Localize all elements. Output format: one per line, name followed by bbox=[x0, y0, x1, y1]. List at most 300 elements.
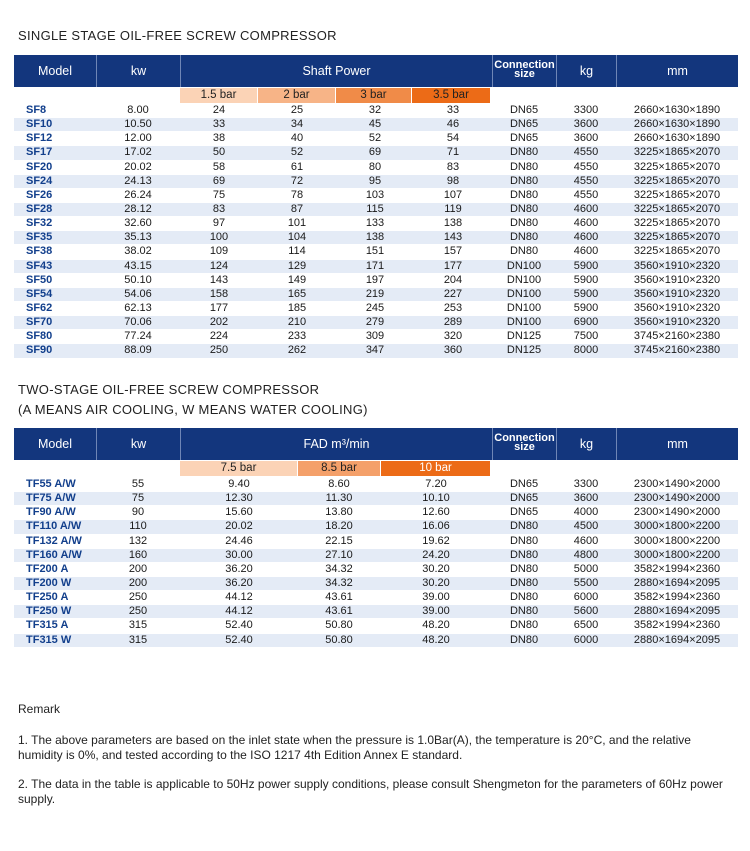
band-2-bar: 2 bar bbox=[258, 88, 335, 103]
table-row bbox=[14, 619, 738, 633]
table-cell: 3300 bbox=[556, 478, 616, 492]
model-cell: TF110 A/W bbox=[14, 520, 96, 534]
table-cell: DN65 bbox=[492, 132, 556, 146]
table-cell: 35.13 bbox=[96, 231, 180, 245]
table-cell: 4600 bbox=[556, 217, 616, 231]
table-cell: 7.20 bbox=[380, 478, 492, 492]
table-row bbox=[14, 245, 738, 259]
model-cell: SF90 bbox=[14, 344, 96, 358]
table-cell: DN80 bbox=[492, 548, 556, 562]
table-cell: DN65 bbox=[492, 478, 556, 492]
table-cell: 71 bbox=[414, 146, 492, 160]
table-cell: 320 bbox=[414, 330, 492, 344]
table-cell: 115 bbox=[336, 202, 414, 216]
table-cell: 4800 bbox=[556, 548, 616, 562]
table-row bbox=[14, 132, 738, 146]
table-cell: 55 bbox=[96, 478, 180, 492]
table-cell: 119 bbox=[414, 202, 492, 216]
table-cell: DN125 bbox=[492, 330, 556, 344]
model-cell: SF80 bbox=[14, 330, 96, 344]
table-cell: DN80 bbox=[492, 591, 556, 605]
table-cell: 12.60 bbox=[380, 506, 492, 520]
table-cell: 88.09 bbox=[96, 344, 180, 358]
model-cell: SF8 bbox=[14, 104, 96, 118]
table-cell: 4000 bbox=[556, 506, 616, 520]
model-cell: SF20 bbox=[14, 160, 96, 174]
table-cell: 83 bbox=[414, 160, 492, 174]
table-cell: 87 bbox=[258, 202, 336, 216]
table-cell: 36.20 bbox=[180, 576, 298, 590]
table-row bbox=[14, 146, 738, 160]
table-cell: 33 bbox=[414, 104, 492, 118]
table-row bbox=[14, 506, 738, 520]
table-row bbox=[14, 534, 738, 548]
table-cell: DN80 bbox=[492, 633, 556, 647]
header-connection-size bbox=[492, 428, 556, 460]
table-cell: 90 bbox=[96, 506, 180, 520]
table-cell: 43.15 bbox=[96, 259, 180, 273]
table-cell: 224 bbox=[180, 330, 258, 344]
table-cell: 177 bbox=[414, 259, 492, 273]
table-cell: 45 bbox=[336, 118, 414, 132]
model-cell: TF200 A bbox=[14, 562, 96, 576]
table-cell: 10.50 bbox=[96, 118, 180, 132]
table-cell: 5900 bbox=[556, 301, 616, 315]
table-cell: 34.32 bbox=[298, 562, 380, 576]
table-cell: 10.10 bbox=[380, 492, 492, 506]
table-cell: 50.80 bbox=[298, 619, 380, 633]
table-row bbox=[14, 217, 738, 231]
table-cell: 12.30 bbox=[180, 492, 298, 506]
table-cell: DN80 bbox=[492, 520, 556, 534]
table-cell: 200 bbox=[96, 562, 180, 576]
table-cell: DN65 bbox=[492, 492, 556, 506]
table-cell: DN100 bbox=[492, 273, 556, 287]
header-mm: mm bbox=[616, 428, 738, 460]
model-cell: TF315 W bbox=[14, 633, 96, 647]
table-cell: 104 bbox=[258, 231, 336, 245]
table-cell: 315 bbox=[96, 633, 180, 647]
table-cell: 233 bbox=[258, 330, 336, 344]
table-cell: 46 bbox=[414, 118, 492, 132]
table-cell: 3225×1865×2070 bbox=[616, 174, 738, 188]
table-cell: 4550 bbox=[556, 160, 616, 174]
table-cell: 210 bbox=[258, 316, 336, 330]
table-cell: 200 bbox=[96, 576, 180, 590]
table-cell: 158 bbox=[180, 287, 258, 301]
table-row bbox=[14, 259, 738, 273]
model-cell: TF90 A/W bbox=[14, 506, 96, 520]
model-cell: TF160 A/W bbox=[14, 548, 96, 562]
table-cell: 4600 bbox=[556, 231, 616, 245]
remark-heading: Remark bbox=[18, 702, 61, 716]
section1-title: SINGLE STAGE OIL-FREE SCREW COMPRESSOR bbox=[18, 28, 337, 43]
table-row bbox=[14, 287, 738, 301]
model-cell: TF55 A/W bbox=[14, 478, 96, 492]
table-cell: DN80 bbox=[492, 231, 556, 245]
table-cell: 2300×1490×2000 bbox=[616, 506, 738, 520]
table-cell: 3000×1800×2200 bbox=[616, 534, 738, 548]
table-cell: 32.60 bbox=[96, 217, 180, 231]
table-cell: 6500 bbox=[556, 619, 616, 633]
table-row bbox=[14, 104, 738, 118]
table-cell: 3582×1994×2360 bbox=[616, 562, 738, 576]
table-cell: 8000 bbox=[556, 344, 616, 358]
table-cell: 24 bbox=[180, 104, 258, 118]
table-cell: 3225×1865×2070 bbox=[616, 245, 738, 259]
table-row bbox=[14, 576, 738, 590]
table-cell: 2660×1630×1890 bbox=[616, 104, 738, 118]
table-cell: 262 bbox=[258, 344, 336, 358]
table-cell: 9.40 bbox=[180, 478, 298, 492]
table-cell: 44.12 bbox=[180, 605, 298, 619]
model-cell: SF54 bbox=[14, 287, 96, 301]
header-connection-label: Connection bbox=[494, 59, 555, 71]
section1-header bbox=[14, 55, 738, 87]
table-cell: 4600 bbox=[556, 245, 616, 259]
table-cell: DN100 bbox=[492, 287, 556, 301]
table-cell: 3225×1865×2070 bbox=[616, 217, 738, 231]
table-cell: 83 bbox=[180, 202, 258, 216]
model-cell: SF26 bbox=[14, 188, 96, 202]
header-connection-size bbox=[492, 55, 556, 87]
table-cell: 36.20 bbox=[180, 562, 298, 576]
table-cell: 309 bbox=[336, 330, 414, 344]
table-cell: 3225×1865×2070 bbox=[616, 231, 738, 245]
table-cell: 75 bbox=[180, 188, 258, 202]
table-cell: 3225×1865×2070 bbox=[616, 188, 738, 202]
band-8-5-bar: 8.5 bar bbox=[298, 461, 380, 476]
table-cell: 3600 bbox=[556, 132, 616, 146]
header-model: Model bbox=[37, 64, 73, 78]
table-cell: 250 bbox=[96, 591, 180, 605]
table-cell: DN80 bbox=[492, 174, 556, 188]
band-1-5-bar: 1.5 bar bbox=[180, 88, 257, 103]
table-cell: 18.20 bbox=[298, 520, 380, 534]
header-kg: kg bbox=[556, 55, 616, 87]
table-cell: DN80 bbox=[492, 245, 556, 259]
table-cell: DN80 bbox=[492, 605, 556, 619]
table-cell: 34.32 bbox=[298, 576, 380, 590]
header-size-label: size bbox=[514, 441, 535, 453]
table-cell: 17.02 bbox=[96, 146, 180, 160]
table-cell: 3560×1910×2320 bbox=[616, 273, 738, 287]
section2-subtitle: (A MEANS AIR COOLING, W MEANS WATER COOLING) bbox=[18, 402, 368, 417]
table-cell: DN80 bbox=[492, 619, 556, 633]
table-cell: 2300×1490×2000 bbox=[616, 478, 738, 492]
table-cell: 149 bbox=[258, 273, 336, 287]
table-cell: 197 bbox=[336, 273, 414, 287]
table-cell: 2300×1490×2000 bbox=[616, 492, 738, 506]
header-shaft-power: Shaft Power bbox=[180, 55, 492, 87]
table-cell: 151 bbox=[336, 245, 414, 259]
table-cell: 315 bbox=[96, 619, 180, 633]
table-cell: 5500 bbox=[556, 576, 616, 590]
table-cell: 3560×1910×2320 bbox=[616, 301, 738, 315]
table-cell: 347 bbox=[336, 344, 414, 358]
table-cell: 202 bbox=[180, 316, 258, 330]
table-cell: 8.60 bbox=[298, 478, 380, 492]
table-cell: 54.06 bbox=[96, 287, 180, 301]
table-cell: 177 bbox=[180, 301, 258, 315]
table-cell: 3582×1994×2360 bbox=[616, 619, 738, 633]
table-cell: 3225×1865×2070 bbox=[616, 146, 738, 160]
model-cell: SF35 bbox=[14, 231, 96, 245]
table-cell: 204 bbox=[414, 273, 492, 287]
table-cell: 360 bbox=[414, 344, 492, 358]
table-cell: 52 bbox=[258, 146, 336, 160]
table-cell: 4550 bbox=[556, 174, 616, 188]
table-cell: 54 bbox=[414, 132, 492, 146]
model-cell: TF132 A/W bbox=[14, 534, 96, 548]
table-cell: 227 bbox=[414, 287, 492, 301]
table-cell: DN80 bbox=[492, 146, 556, 160]
model-cell: TF250 A bbox=[14, 591, 96, 605]
table-cell: 279 bbox=[336, 316, 414, 330]
two-stage-table bbox=[14, 478, 738, 648]
table-cell: DN80 bbox=[492, 217, 556, 231]
table-cell: 38.02 bbox=[96, 245, 180, 259]
table-cell: 70.06 bbox=[96, 316, 180, 330]
table-cell: 5600 bbox=[556, 605, 616, 619]
table-cell: 12.00 bbox=[96, 132, 180, 146]
table-cell: 48.20 bbox=[380, 633, 492, 647]
table-cell: 5000 bbox=[556, 562, 616, 576]
table-cell: 98 bbox=[414, 174, 492, 188]
table-cell: 165 bbox=[258, 287, 336, 301]
table-cell: 8.00 bbox=[96, 104, 180, 118]
table-cell: 3600 bbox=[556, 492, 616, 506]
model-cell: TF315 A bbox=[14, 619, 96, 633]
table-cell: 58 bbox=[180, 160, 258, 174]
table-cell: 32 bbox=[336, 104, 414, 118]
table-cell: 3745×2160×2380 bbox=[616, 330, 738, 344]
table-cell: 109 bbox=[180, 245, 258, 259]
header-kw: kw bbox=[96, 55, 180, 87]
header-connection-label: Connection bbox=[494, 432, 555, 444]
table-cell: 75 bbox=[96, 492, 180, 506]
table-cell: 28.12 bbox=[96, 202, 180, 216]
table-cell: 7500 bbox=[556, 330, 616, 344]
table-cell: 5900 bbox=[556, 287, 616, 301]
model-cell: SF17 bbox=[14, 146, 96, 160]
table-cell: 3600 bbox=[556, 118, 616, 132]
table-cell: DN100 bbox=[492, 259, 556, 273]
table-cell: 5900 bbox=[556, 273, 616, 287]
model-cell: SF10 bbox=[14, 118, 96, 132]
model-cell: SF50 bbox=[14, 273, 96, 287]
table-cell: DN80 bbox=[492, 202, 556, 216]
table-cell: 250 bbox=[180, 344, 258, 358]
table-cell: 39.00 bbox=[380, 605, 492, 619]
model-cell: SF70 bbox=[14, 316, 96, 330]
header-size-label: size bbox=[514, 68, 535, 80]
table-cell: 33 bbox=[180, 118, 258, 132]
table-cell: 52.40 bbox=[180, 619, 298, 633]
table-row bbox=[14, 301, 738, 315]
table-cell: 3000×1800×2200 bbox=[616, 520, 738, 534]
header-fad: FAD m³/min bbox=[180, 428, 492, 460]
header-mm: mm bbox=[616, 55, 738, 87]
table-cell: DN65 bbox=[492, 104, 556, 118]
table-row bbox=[14, 202, 738, 216]
model-cell: SF62 bbox=[14, 301, 96, 315]
table-cell: 2660×1630×1890 bbox=[616, 132, 738, 146]
table-cell: DN80 bbox=[492, 160, 556, 174]
table-cell: 253 bbox=[414, 301, 492, 315]
table-cell: 3582×1994×2360 bbox=[616, 591, 738, 605]
table-cell: 143 bbox=[180, 273, 258, 287]
table-cell: DN80 bbox=[492, 576, 556, 590]
table-cell: 3225×1865×2070 bbox=[616, 160, 738, 174]
table-cell: DN65 bbox=[492, 118, 556, 132]
table-cell: 6000 bbox=[556, 633, 616, 647]
table-cell: 24.20 bbox=[380, 548, 492, 562]
table-cell: 3300 bbox=[556, 104, 616, 118]
table-row bbox=[14, 478, 738, 492]
model-cell: SF12 bbox=[14, 132, 96, 146]
table-row bbox=[14, 591, 738, 605]
table-cell: 48.20 bbox=[380, 619, 492, 633]
table-cell: 27.10 bbox=[298, 548, 380, 562]
table-cell: 11.30 bbox=[298, 492, 380, 506]
band-10-bar: 10 bar bbox=[381, 461, 490, 476]
band-7-5-bar: 7.5 bar bbox=[180, 461, 297, 476]
table-row bbox=[14, 605, 738, 619]
table-cell: DN65 bbox=[492, 506, 556, 520]
table-cell: 24.46 bbox=[180, 534, 298, 548]
table-cell: 72 bbox=[258, 174, 336, 188]
table-cell: 30.20 bbox=[380, 576, 492, 590]
table-cell: 2880×1694×2095 bbox=[616, 576, 738, 590]
table-row bbox=[14, 344, 738, 358]
table-cell: 97 bbox=[180, 217, 258, 231]
table-cell: 101 bbox=[258, 217, 336, 231]
table-cell: 24.13 bbox=[96, 174, 180, 188]
table-row bbox=[14, 520, 738, 534]
table-cell: 19.62 bbox=[380, 534, 492, 548]
table-cell: 250 bbox=[96, 605, 180, 619]
table-cell: 50.10 bbox=[96, 273, 180, 287]
table-row bbox=[14, 160, 738, 174]
table-cell: 2880×1694×2095 bbox=[616, 633, 738, 647]
table-cell: 103 bbox=[336, 188, 414, 202]
table-cell: DN80 bbox=[492, 188, 556, 202]
table-cell: 3000×1800×2200 bbox=[616, 548, 738, 562]
table-cell: DN100 bbox=[492, 301, 556, 315]
table-cell: 50.80 bbox=[298, 633, 380, 647]
table-row bbox=[14, 316, 738, 330]
table-cell: 107 bbox=[414, 188, 492, 202]
model-cell: TF250 W bbox=[14, 605, 96, 619]
table-cell: 133 bbox=[336, 217, 414, 231]
table-cell: 95 bbox=[336, 174, 414, 188]
model-cell: SF32 bbox=[14, 217, 96, 231]
table-cell: 143 bbox=[414, 231, 492, 245]
model-cell: TF75 A/W bbox=[14, 492, 96, 506]
table-cell: 80 bbox=[336, 160, 414, 174]
table-cell: 114 bbox=[258, 245, 336, 259]
table-row bbox=[14, 548, 738, 562]
table-cell: 16.06 bbox=[380, 520, 492, 534]
table-cell: 3225×1865×2070 bbox=[616, 202, 738, 216]
table-cell: 157 bbox=[414, 245, 492, 259]
table-cell: 77.24 bbox=[96, 330, 180, 344]
table-row bbox=[14, 118, 738, 132]
table-cell: 3560×1910×2320 bbox=[616, 259, 738, 273]
table-row bbox=[14, 188, 738, 202]
table-cell: 132 bbox=[96, 534, 180, 548]
table-row bbox=[14, 633, 738, 647]
model-cell: SF43 bbox=[14, 259, 96, 273]
model-cell: SF24 bbox=[14, 174, 96, 188]
table-cell: 34 bbox=[258, 118, 336, 132]
table-cell: 44.12 bbox=[180, 591, 298, 605]
section2-header bbox=[14, 428, 738, 460]
table-cell: 138 bbox=[414, 217, 492, 231]
table-cell: DN80 bbox=[492, 534, 556, 548]
table-cell: 69 bbox=[336, 146, 414, 160]
table-cell: 100 bbox=[180, 231, 258, 245]
table-row bbox=[14, 492, 738, 506]
table-cell: 4600 bbox=[556, 202, 616, 216]
table-cell: DN125 bbox=[492, 344, 556, 358]
table-cell: 124 bbox=[180, 259, 258, 273]
table-cell: 245 bbox=[336, 301, 414, 315]
table-cell: 20.02 bbox=[96, 160, 180, 174]
table-cell: 30.20 bbox=[380, 562, 492, 576]
table-cell: DN80 bbox=[492, 562, 556, 576]
table-cell: 26.24 bbox=[96, 188, 180, 202]
table-cell: 25 bbox=[258, 104, 336, 118]
model-cell: SF28 bbox=[14, 202, 96, 216]
table-cell: 138 bbox=[336, 231, 414, 245]
table-cell: 20.02 bbox=[180, 520, 298, 534]
table-cell: 4550 bbox=[556, 146, 616, 160]
table-cell: 3560×1910×2320 bbox=[616, 287, 738, 301]
table-cell: 43.61 bbox=[298, 591, 380, 605]
table-cell: 69 bbox=[180, 174, 258, 188]
model-cell: TF200 W bbox=[14, 576, 96, 590]
table-cell: 22.15 bbox=[298, 534, 380, 548]
table-cell: 52 bbox=[336, 132, 414, 146]
table-cell: 4500 bbox=[556, 520, 616, 534]
table-cell: 3745×2160×2380 bbox=[616, 344, 738, 358]
table-cell: 30.00 bbox=[180, 548, 298, 562]
table-cell: 3560×1910×2320 bbox=[616, 316, 738, 330]
table-cell: 171 bbox=[336, 259, 414, 273]
single-stage-table bbox=[14, 104, 738, 359]
table-cell: 5900 bbox=[556, 259, 616, 273]
table-cell: 6000 bbox=[556, 591, 616, 605]
table-cell: 2880×1694×2095 bbox=[616, 605, 738, 619]
table-cell: 185 bbox=[258, 301, 336, 315]
table-cell: 4550 bbox=[556, 188, 616, 202]
table-cell: 40 bbox=[258, 132, 336, 146]
table-cell: 4600 bbox=[556, 534, 616, 548]
model-cell: SF38 bbox=[14, 245, 96, 259]
table-row bbox=[14, 330, 738, 344]
table-cell: 129 bbox=[258, 259, 336, 273]
table-cell: 289 bbox=[414, 316, 492, 330]
table-cell: 52.40 bbox=[180, 633, 298, 647]
band-3-5-bar: 3.5 bar bbox=[412, 88, 490, 103]
table-cell: 50 bbox=[180, 146, 258, 160]
table-row bbox=[14, 231, 738, 245]
header-model: Model bbox=[37, 437, 73, 451]
table-cell: 6900 bbox=[556, 316, 616, 330]
table-cell: 78 bbox=[258, 188, 336, 202]
